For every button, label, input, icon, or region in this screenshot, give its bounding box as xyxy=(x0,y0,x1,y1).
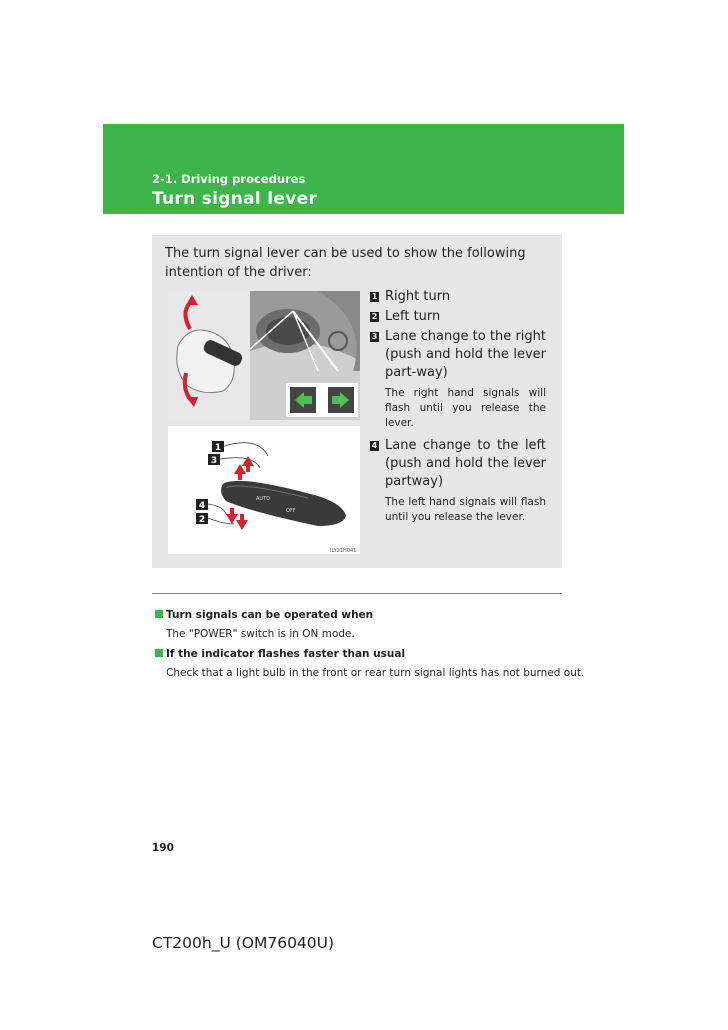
item-note: The right hand signals will flash until you release the lever. xyxy=(385,387,546,429)
callout-number: 1 xyxy=(371,292,378,301)
note-body: Check that a light bulb in the front or rear turn signal lights has not burned out. xyxy=(166,667,585,679)
page-title: Turn signal lever xyxy=(152,189,318,209)
svg-text:AUTO: AUTO xyxy=(256,496,271,502)
callout-number: 4 xyxy=(371,441,378,450)
callout-list xyxy=(370,288,546,531)
illustration-lever-positions xyxy=(168,426,360,554)
divider xyxy=(152,593,562,594)
svg-text:2: 2 xyxy=(198,515,206,525)
section-label: 2-1. Driving procedures xyxy=(152,172,306,186)
item-text: Left turn xyxy=(385,309,441,324)
list-item xyxy=(370,308,546,326)
callout-number: 3 xyxy=(371,332,378,341)
document-footer: CT200h_U (OM76040U) xyxy=(152,934,335,952)
svg-text:OFF: OFF xyxy=(286,508,296,514)
list-item xyxy=(370,437,546,491)
square-bullet-icon xyxy=(155,610,163,618)
page-number: 190 xyxy=(152,842,174,854)
illustration-hand-on-lever xyxy=(168,291,360,420)
item-text: Lane change to the left (push and hold the lever partway) xyxy=(385,438,546,489)
callout-number: 2 xyxy=(371,312,378,321)
figure-code: ILY21H041 xyxy=(330,548,357,554)
intro-text: The turn signal lever can be used to show the following intention of the driver: xyxy=(165,246,526,280)
item-note: The left hand signals will flash until you release the lever. xyxy=(385,496,546,523)
note-heading: If the indicator flashes faster than usual xyxy=(155,648,405,660)
list-item xyxy=(370,288,546,306)
svg-text:3: 3 xyxy=(210,456,218,466)
item-text: Right turn xyxy=(385,289,451,304)
note-body: The "POWER" switch is in ON mode. xyxy=(166,628,355,640)
item-text: Lane change to the right (push and hold the lever part-way) xyxy=(385,329,546,380)
svg-text:1: 1 xyxy=(214,443,222,453)
svg-text:4: 4 xyxy=(198,501,206,511)
note-heading: Turn signals can be operated when xyxy=(155,609,373,621)
list-item xyxy=(370,328,546,382)
square-bullet-icon xyxy=(155,649,163,657)
